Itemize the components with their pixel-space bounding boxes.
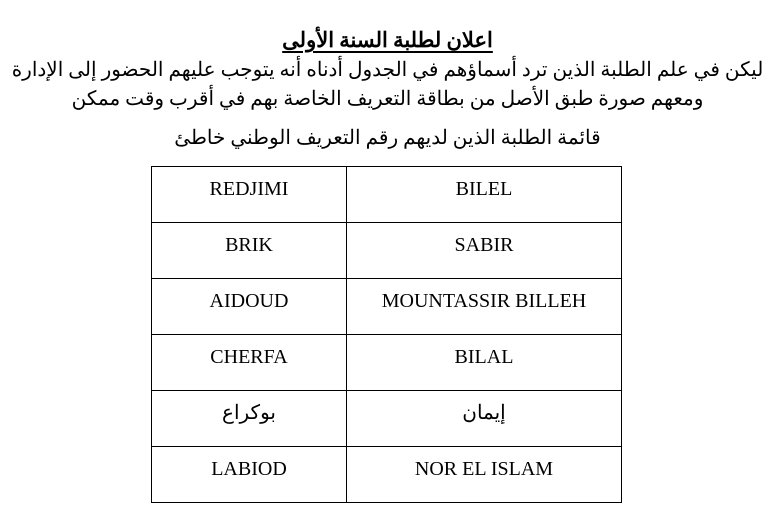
- first-name-cell: SABIR: [347, 223, 622, 279]
- last-name-cell: CHERFA: [152, 335, 347, 391]
- table-row: [152, 223, 622, 279]
- announcement-title-text: اعلان لطلبة السنة الأولى: [282, 28, 493, 52]
- table-row: [152, 335, 622, 391]
- announcement-text-line-1: ليكن في علم الطلبة الذين ترد أسماؤهم في الجدول أدناه أنه يتوجب عليهم الحضور إلى الإدارة: [11, 59, 764, 81]
- last-name-cell: BRIK: [152, 223, 347, 279]
- table-row: [152, 167, 622, 223]
- first-name-cell: BILEL: [347, 167, 622, 223]
- student-list-title: قائمة الطلبة الذين لديهم رقم التعريف الوطني خاطئ: [174, 127, 601, 149]
- last-name-cell: AIDOUD: [152, 279, 347, 335]
- announcement-text-line-2: ومعهم صورة طبق الأصل من بطاقة التعريف الخاصة بهم في أقرب وقت ممكن: [71, 88, 704, 110]
- table-row: [152, 447, 622, 503]
- first-name-cell: NOR EL ISLAM: [347, 447, 622, 503]
- first-name-cell: إيمان: [347, 391, 622, 447]
- first-name-cell: MOUNTASSIR BILLEH: [347, 279, 622, 335]
- first-name-cell: BILAL: [347, 335, 622, 391]
- table-row: [152, 279, 622, 335]
- last-name-cell: REDJIMI: [152, 167, 347, 223]
- announcement-title: [0, 26, 775, 54]
- table-row: [152, 391, 622, 447]
- last-name-cell: LABIOD: [152, 447, 347, 503]
- students-table: [151, 166, 622, 503]
- last-name-cell: بوكراع: [152, 391, 347, 447]
